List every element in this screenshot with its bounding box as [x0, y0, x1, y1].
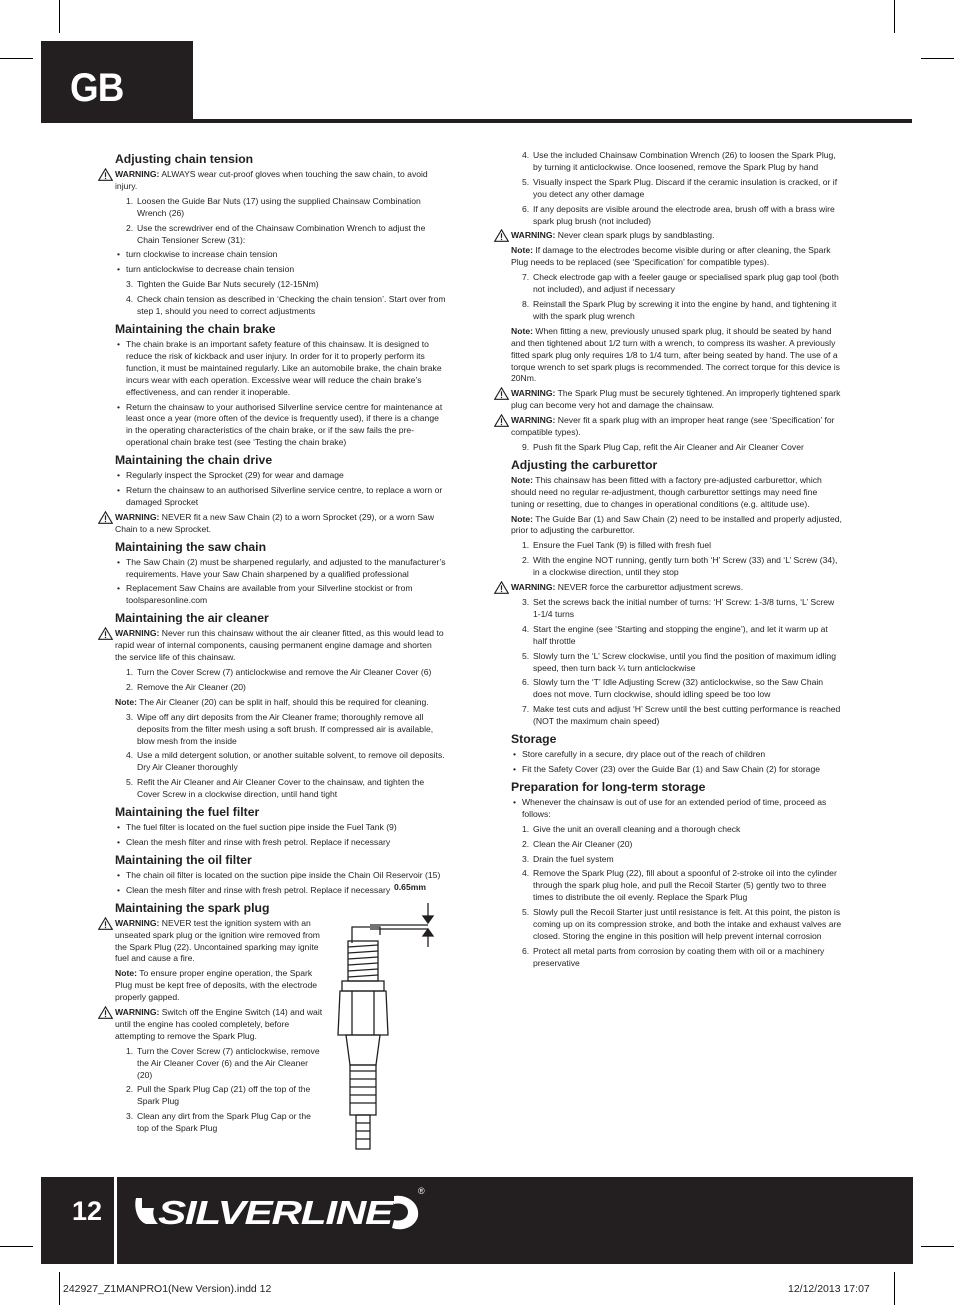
- section-title: Maintaining the chain drive: [115, 453, 273, 468]
- list-item: • Return the chainsaw to an authorised Silverline service centre, to replace a worn or damaged Sprocket: [98, 485, 446, 509]
- section-title: Maintaining the air cleaner: [115, 611, 269, 626]
- warning: WARNING: Switch off the Engine Switch (14) and wait until the engine has cooled completely, before attempting to remove the Spark Plug.: [98, 1007, 323, 1043]
- steps-list: [494, 540, 842, 579]
- list-item: 6. If any deposits are visible around the electrode area, brush off with a brass wire spark plug brush (not included): [522, 203, 835, 226]
- list-item: • Clean the mesh filter and rinse with fresh petrol. Replace if necessary: [98, 885, 446, 897]
- list-item: 4. Start the engine (see ‘Starting and stopping the engine’), and let it warm up at half throttle: [522, 623, 828, 646]
- list-item: 5. Slowly turn the ‘L’ Screw clockwise, until you find the position of maximum idling speed, then turn back ¼ turn anticlockwise: [522, 650, 836, 673]
- list-item: 4. Use the included Chainsaw Combination Wrench (26) to loosen the Spark Plug, by turning it anticlockwise. Once loosened, remove the Spark Plug by hand: [522, 150, 836, 172]
- section-title: Maintaining the chain brake: [115, 321, 276, 336]
- warning-triangle-icon: [494, 581, 509, 594]
- crop-mark: [59, 1272, 60, 1305]
- silverline-logo: [132, 1190, 422, 1234]
- warning: WARNING: NEVER force the carburettor adjustment screws.: [494, 582, 842, 594]
- note: Note: If damage to the electrodes become visible during or after cleaning, the Spark Plug needs to be replaced (see ‘Specification’ for compatible types).: [511, 245, 831, 268]
- list-item: • Regularly inspect the Sprocket (29) for wear and damage: [98, 470, 446, 482]
- list-item: 3. Drain the fuel system: [522, 853, 614, 864]
- list-item: • Clean the mesh filter and rinse with fresh petrol. Replace if necessary: [98, 837, 446, 849]
- note: Note: The Air Cleaner (20) can be split in half, should this be required for cleaning.: [115, 696, 429, 707]
- bullet-list: [98, 822, 446, 849]
- crop-mark: [894, 0, 895, 33]
- page-number: 12: [72, 1196, 103, 1226]
- steps-list: [98, 1046, 323, 1135]
- bullet-list: [98, 339, 446, 449]
- date-slug: 12/12/2013 17:07: [788, 1283, 870, 1295]
- warning: WARNING: NEVER test the ignition system with an unseated spark plug or the ignition wire removed from the Spark Plug (22). Uncontained sparking may ignite fuel and cause a fire.: [98, 918, 323, 966]
- steps-list: [98, 196, 446, 247]
- crop-mark: [921, 58, 954, 59]
- steps-list: [98, 712, 446, 801]
- warning-triangle-icon: [494, 229, 509, 242]
- list-item: 3. Tighten the Guide Bar Nuts securely (12-15Nm): [126, 279, 319, 290]
- list-item: • Whenever the chainsaw is out of use for an extended period of time, proceed as follows:: [494, 797, 842, 821]
- list-item: • The chain brake is an important safety feature of this chainsaw. It is designed to reduce the risk of kickback and user injury. In order for it to properly perform its function, it must be maintained regularly. Like an automobile brake, the chain brake incurs wear with each operation. Excessive wear will reduce the chain brake’s effectiveness, and can render it inoperable.: [98, 339, 446, 399]
- list-item: 7. Check electrode gap with a feeler gauge or specialised spark plug gap tool (both not included), and adjust if necessary: [522, 272, 839, 295]
- list-item: 1. Turn the Cover Screw (7) anticlockwise and remove the Air Cleaner Cover (6): [126, 667, 432, 677]
- note: Note: To ensure proper engine operation, the Spark Plug must be kept free of deposits, with the electrode properly gapped.: [115, 968, 318, 1003]
- warning-triangle-icon: [98, 1006, 113, 1019]
- section-title: Maintaining the spark plug: [115, 900, 270, 915]
- section-title: Maintaining the saw chain: [115, 539, 267, 554]
- list-item: • The chain oil filter is located on the suction pipe inside the Chain Oil Reservoir (15): [98, 870, 446, 882]
- list-item: 1. Ensure the Fuel Tank (9) is filled with fresh fuel: [522, 540, 712, 551]
- list-item: 4. Check chain tension as described in ‘Checking the chain tension’. Start over from step 1, should you need to correct adjustments: [126, 294, 446, 317]
- section-code: GB: [70, 66, 124, 110]
- steps-list: [494, 272, 842, 323]
- list-item: • Store carefully in a secure, dry place out of the reach of children: [494, 749, 842, 761]
- bullet-list: [98, 557, 446, 608]
- list-item: 6. Protect all metal parts from corrosion by coating them with oil or a machinery preservative: [522, 945, 825, 968]
- list-item: • Return the chainsaw to your authorised Silverline service centre for maintenance at least once a year (more often of the device is frequently used), if there is a change in the operating characteristics of the chain brake, or if the saw fails the pre-operational chain brake test (see ‘Testing the chain brake): [98, 402, 446, 450]
- warning-triangle-icon: [494, 387, 509, 400]
- registered-mark: ®: [418, 1186, 425, 1196]
- list-item: 6. Slowly turn the ‘T’ Idle Adjusting Screw (32) anticlockwise, so the Saw Chain does not move. Turn clockwise, should idling speed be too low: [522, 677, 824, 700]
- list-item: 7. Make test cuts and adjust ‘H’ Screw until the best cutting performance is reached (NOT the maximum chain speed): [522, 704, 841, 727]
- crop-mark: [0, 1246, 33, 1247]
- section-title: Maintaining the oil filter: [115, 852, 252, 867]
- list-item: • Replacement Saw Chains are available from your Silverline stockist or from toolsparesonline.com: [98, 583, 446, 607]
- list-item: 2. Clean the Air Cleaner (20): [522, 838, 633, 849]
- section-title: Maintaining the fuel filter: [115, 805, 260, 820]
- note: Note: The Guide Bar (1) and Saw Chain (2) need to be installed and properly adjusted, prior to adjusting the carburettor.: [511, 513, 842, 536]
- list-item: • The Saw Chain (2) must be sharpened regularly, and adjusted to the manufacturer’s requirements. Have your Saw Chain sharpened by a qualified professional: [98, 557, 446, 581]
- warning: WARNING: ALWAYS wear cut-proof gloves when touching the saw chain, to avoid injury.: [98, 169, 446, 193]
- list-item: 1. Give the unit an overall cleaning and a thorough check: [522, 823, 741, 834]
- spark-plug-text: [98, 918, 323, 1135]
- list-item: 5. Refit the Air Cleaner and Air Cleaner Cover to the chainsaw, and tighten the Cover Screw in a clockwise direction, until hand tight: [126, 777, 425, 800]
- list-item: 1. Turn the Cover Screw (7) anticlockwise, remove the Air Cleaner Cover (6) and the Air Cleaner (20): [126, 1045, 320, 1080]
- list-item: 8. Reinstall the Spark Plug by screwing it into the engine by hand, and tightening it with the spark plug wrench: [522, 298, 837, 321]
- list-item: 5. Visually inspect the Spark Plug. Discard if the ceramic insulation is cracked, or if you detect any other damage: [522, 176, 838, 199]
- list-item: 9. Push fit the Spark Plug Cap, refit the Air Cleaner and Air Cleaner Cover: [522, 441, 804, 452]
- steps-list: [494, 150, 842, 227]
- note: Note: When fitting a new, previously unused spark plug, it should be seated by hand and then tightened about 1/2 turn with a wrench, to compress its washer. A previously fitted spark plug only requires 1/8 to 1/4 turn, after being seated by hand. The use of a torque wrench to set spark plugs is recommended. The correct torque for this device is 20Nm.: [511, 325, 840, 384]
- list-item: 1. Loosen the Guide Bar Nuts (17) using the supplied Chainsaw Combination Wrench (26): [126, 195, 421, 218]
- right-column: [494, 150, 842, 973]
- note: Note: This chainsaw has been fitted with a factory pre-adjusted carburettor, which should need no regular re-adjustment, though carburettor settings may need fine tuning or resetting, due to changes in operational conditions (e.g. altitude use).: [511, 474, 822, 509]
- list-item: • Fit the Safety Cover (23) over the Guide Bar (1) and Saw Chain (2) for storage: [494, 764, 842, 776]
- section-title: Storage: [511, 732, 557, 747]
- crop-mark: [0, 58, 33, 59]
- svg-text:SILVERLINE: SILVERLINE: [158, 1194, 395, 1231]
- crop-mark: [921, 1246, 954, 1247]
- list-item: 5. Slowly pull the Recoil Starter just until resistance is felt. At this point, the piston is coming up on its compression stroke, and both the intake and exhaust valves are closed. Storing the engine in this position will help prevent internal corrosion: [522, 907, 842, 941]
- steps-list: [494, 597, 842, 728]
- warning: WARNING: Never clean spark plugs by sandblasting.: [494, 230, 842, 242]
- electrode-gap-label: 0.65mm: [394, 882, 427, 892]
- list-item: 2. Remove the Air Cleaner (20): [126, 681, 246, 692]
- header-rule: [193, 119, 912, 123]
- warning: WARNING: Never run this chainsaw without the air cleaner fitted, as this would lead to rapid wear of internal components, causing permanent engine damage and shorten the service life of this chainsaw.: [98, 628, 446, 664]
- warning-triangle-icon: [98, 627, 113, 640]
- file-slug: 242927_Z1MANPRO1(New Version).indd 12: [63, 1283, 272, 1295]
- warning: WARNING: Never fit a spark plug with an improper heat range (see ‘Specification’ for compatible types).: [494, 415, 842, 439]
- list-item: 3. Clean any dirt from the Spark Plug Cap or the top of the Spark Plug: [126, 1111, 311, 1134]
- list-item: 2. Pull the Spark Plug Cap (21) off the top of the Spark Plug: [126, 1084, 311, 1107]
- list-item: • The fuel filter is located on the fuel suction pipe inside the Fuel Tank (9): [98, 822, 446, 834]
- spark-plug-diagram: [330, 895, 450, 1155]
- list-item: 4. Remove the Spark Plug (22), fill about a spoonful of 2-stroke oil into the cylinder through the spark plug hole, and pull the Recoil Starter (5) gently two to three times to distribute the oil evenly. Replace the Spark Plug: [522, 868, 837, 903]
- section-title: Adjusting chain tension: [115, 152, 254, 166]
- bullet-list: [98, 470, 446, 509]
- steps-list: [494, 824, 842, 970]
- section-title: Preparation for long-term storage: [511, 779, 706, 794]
- crop-mark: [894, 1272, 895, 1305]
- list-item: 2. With the engine NOT running, gently turn both ‘H’ Screw (33) and ‘L’ Screw (34), in a clockwise direction, until they stop: [522, 555, 838, 578]
- warning: WARNING: NEVER fit a new Saw Chain (2) to a worn Sprocket (29), or a worn Saw Chain to a new Sprocket.: [98, 512, 446, 536]
- warning: WARNING: The Spark Plug must be securely tightened. An improperly tightened spark plug can become very hot and damage the chainsaw.: [494, 388, 842, 412]
- warning-triangle-icon: [494, 414, 509, 427]
- list-item: 4. Use a mild detergent solution, or another suitable solvent, to remove oil deposits. Dry Air Cleaner thoroughly: [126, 750, 445, 773]
- list-item: • turn clockwise to increase chain tension: [98, 249, 446, 261]
- section-title: Adjusting the carburettor: [511, 457, 658, 472]
- crop-mark: [59, 0, 60, 33]
- warning-triangle-icon: [98, 511, 113, 524]
- bullet-list: [494, 749, 842, 776]
- list-item: • turn anticlockwise to decrease chain tension: [98, 264, 446, 276]
- steps-list: [98, 667, 446, 694]
- list-item: 3. Set the screws back the initial number of turns: ‘H’ Screw: 1-3/8 turns, ‘L’ Screw 1-1/4 turns: [522, 597, 835, 619]
- list-item: 2. Use the screwdriver end of the Chainsaw Combination Wrench to adjust the Chain Tensioner Screw (31):: [126, 222, 426, 245]
- steps-list: [494, 442, 842, 454]
- warning-triangle-icon: [98, 917, 113, 930]
- steps-list: [98, 279, 446, 318]
- bullet-list: [98, 249, 446, 276]
- warning-triangle-icon: [98, 168, 113, 181]
- bullet-list: [494, 797, 842, 821]
- list-item: 3. Wipe off any dirt deposits from the Air Cleaner frame; thoroughly remove all deposits from the filter mesh using a soft brush. If compressed air is available, blow mesh from the inside: [126, 711, 434, 746]
- footer-divider: [114, 1177, 117, 1264]
